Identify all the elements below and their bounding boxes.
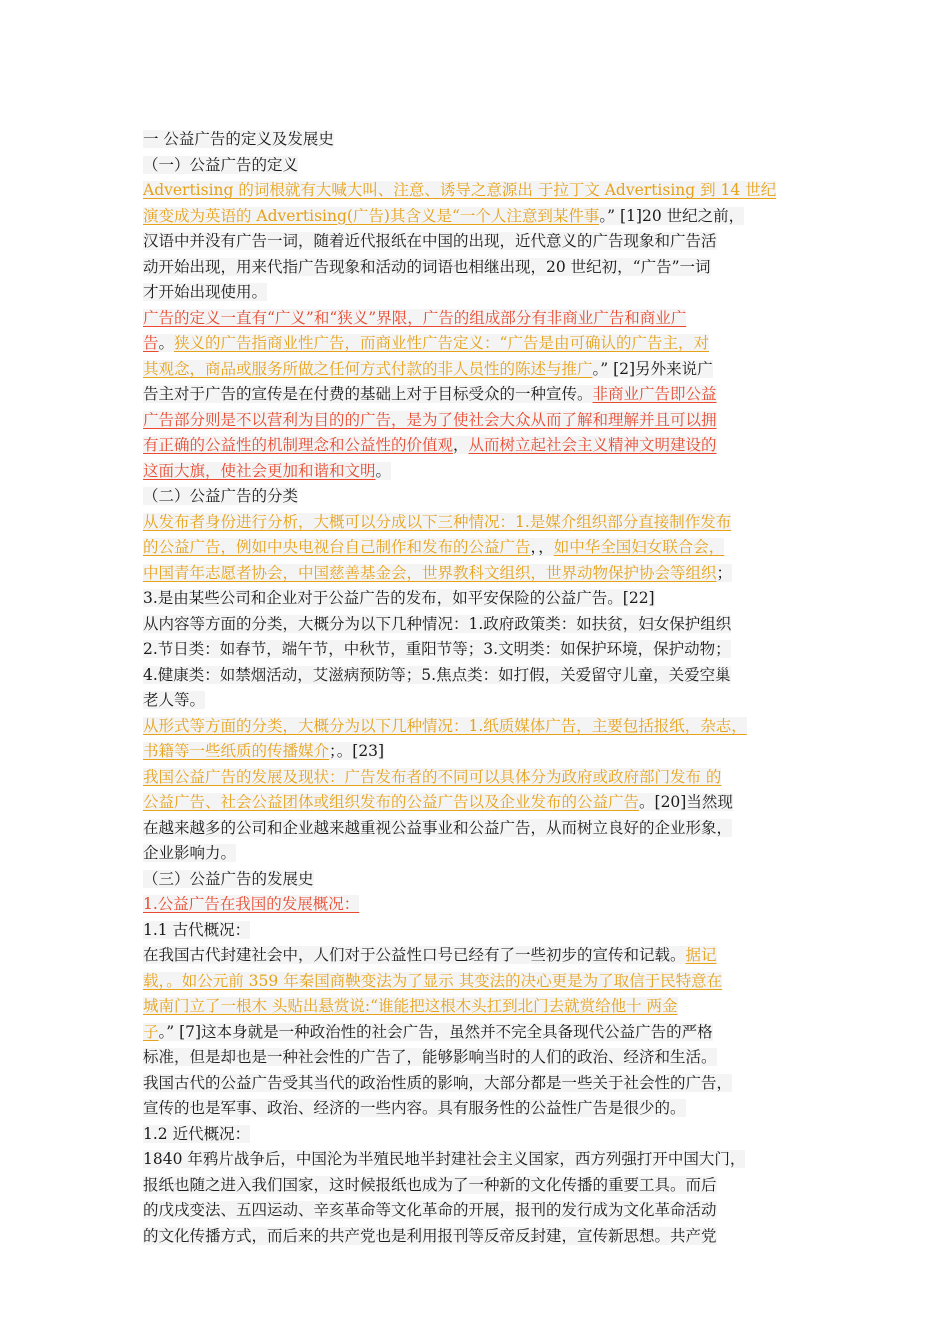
highlighted-text-orange: 城南门立了一根木 头贴出悬赏说:“谁能把这根木头扛到北门去就赏给他十 两金 xyxy=(143,997,678,1015)
text-line xyxy=(143,1045,813,1071)
text-line xyxy=(143,408,813,434)
body-text: 1840 年鸦片战争后，中国沦为半殖民地半封建社会主义国家，西方列强打开中国大门， xyxy=(143,1150,746,1168)
document-page xyxy=(143,127,813,1249)
text-line xyxy=(143,127,813,153)
text-line xyxy=(143,153,813,179)
body-text: 汉语中并没有广告一词，随着近代报纸在中国的出现，近代意义的广告现象和广告活 xyxy=(143,232,717,250)
highlighted-text-orange: Advertising 的词根就有大喊大叫、注意、诱导之意源出 于拉丁文 Advertising 到 14 世纪 xyxy=(143,181,777,199)
body-text: 。” [7]这本身就是一种政治性的社会广告，虽然并不完全具备现代公益广告的严格 xyxy=(158,1022,713,1041)
text-line xyxy=(143,280,813,306)
body-text: （二）公益广告的分类 xyxy=(143,487,299,505)
highlighted-text-red: 从而树立起社会主义精神文明建设的 xyxy=(468,436,717,454)
body-text: 动开始出现，用来代指广告现象和活动的词语也相继出现，20 世纪初，“广告”一词 xyxy=(143,257,711,276)
highlighted-text-orange: 从形式等方面的分类，大概分为以下几种情况：1.纸质媒体广告，主要包括报纸，杂志， xyxy=(143,716,747,735)
body-text: 标准，但是却也是一种社会性的广告了，能够影响当时的人们的政治、经济和生活。 xyxy=(143,1048,717,1066)
body-text: 的文化传播方式，而后来的共产党也是利用报刊等反帝反封建，宣传新思想。共产党 xyxy=(143,1226,717,1245)
body-text: 的戊戌变法、五四运动、辛亥革命等文化革命的开展，报刊的发行成为文化革命活动 xyxy=(143,1201,717,1219)
text-line xyxy=(143,229,813,255)
body-text: 3.是由某些公司和企业对于公益广告的发布，如平安保险的公益广告。[22] xyxy=(143,589,655,607)
body-text: ； xyxy=(716,563,733,582)
text-line xyxy=(143,1147,813,1173)
highlighted-text-orange: 中国青年志愿者协会，中国慈善基金会，世界教科文组织，世界动物保护协会等组织 xyxy=(143,563,717,582)
body-text: 从内容等方面的分类，大概分为以下几种情况：1.政府政策类：如扶贫，妇女保护组织 xyxy=(143,614,732,633)
text-line xyxy=(143,484,813,510)
text-line xyxy=(143,841,813,867)
highlighted-text-orange: 子 xyxy=(143,1022,159,1041)
text-line xyxy=(143,790,813,816)
text-line xyxy=(143,586,813,612)
body-text: ，， xyxy=(530,538,554,556)
text-line xyxy=(143,1198,813,1224)
text-line xyxy=(143,739,813,765)
body-text: 企业影响力。 xyxy=(143,844,237,862)
text-line xyxy=(143,892,813,918)
body-text: 在我国古代封建社会中，人们对于公益性口号已经有了一些初步的宣传和记载。 xyxy=(143,946,686,964)
body-text: 1.2 近代概况： xyxy=(143,1124,251,1143)
highlighted-text-orange: 的公益广告，例如中央电视台自己制作和发布的公益广告 xyxy=(143,538,531,556)
highlighted-text-red: 有正确的公益性的机制理念和公益性的价值观 xyxy=(143,436,454,454)
text-line xyxy=(143,459,813,485)
text-line xyxy=(143,382,813,408)
text-line xyxy=(143,688,813,714)
body-text: （三）公益广告的发展史 xyxy=(143,869,314,888)
body-text: 我国古代的公益广告受其当代的政治性质的影响，大部分都是一些关于社会性的广告， xyxy=(143,1073,733,1092)
highlighted-text-red: 广告部分则是不以营利为目的的广告，是为了使社会大众从而了解和理解并且可以拥 xyxy=(143,410,717,429)
highlighted-text-red: 告 xyxy=(143,334,159,352)
highlighted-text-red: 非商业广告即公益 xyxy=(592,385,717,403)
text-line xyxy=(143,943,813,969)
text-line xyxy=(143,867,813,893)
body-text: 才开始出现使用。 xyxy=(143,283,268,301)
body-text: 。 xyxy=(375,461,392,480)
text-line xyxy=(143,1020,813,1046)
highlighted-text-orange: 我国公益广告的发展及现状：广告发布者的不同可以具体分为政府或政府部门发布 的 xyxy=(143,767,722,786)
text-line xyxy=(143,714,813,740)
highlighted-text-orange: 从发布者身份进行分析，大概可以分成以下三种情况：1.是媒介组织部分直接制作发布 xyxy=(143,512,732,531)
text-line xyxy=(143,306,813,332)
highlighted-text-orange: 其观念，商品或服务所做之任何方式付款的非人员性的陈述与推广 xyxy=(143,359,593,378)
body-text: 报纸也随之进入我们国家，这时候报纸也成为了一种新的文化传播的重要工具。而后 xyxy=(143,1175,717,1194)
text-line xyxy=(143,816,813,842)
text-line xyxy=(143,994,813,1020)
body-text: 告主对于广告的宣传是在付费的基础上对于目标受众的一种宣传。 xyxy=(143,385,593,403)
highlighted-text-red: 广告的定义一直有“广义”和“狭义”界限，广告的组成部分有非商业广告和商业广 xyxy=(143,308,687,327)
text-line xyxy=(143,178,813,204)
body-text: 4.健康类：如禁烟活动，艾滋病预防等；5.焦点类：如打假，关爱留守儿童，关爱空巢 xyxy=(143,665,731,684)
highlighted-text-red: 这面大旗，使社会更加和谐和文明 xyxy=(143,461,376,480)
text-line xyxy=(143,535,813,561)
text-line xyxy=(143,612,813,638)
text-line xyxy=(143,1096,813,1122)
text-line xyxy=(143,357,813,383)
text-line xyxy=(143,331,813,357)
highlighted-text-orange: 如中华全国妇女联合会， xyxy=(553,538,725,556)
text-line xyxy=(143,637,813,663)
highlighted-text-orange: 演变成为英语的 Advertising(广告)其含义是“一个人注意到某件事 xyxy=(143,206,600,225)
highlighted-text-orange: 据记 xyxy=(685,946,717,964)
text-line xyxy=(143,1173,813,1199)
text-line xyxy=(143,918,813,944)
text-line xyxy=(143,1071,813,1097)
text-line xyxy=(143,1122,813,1148)
text-line xyxy=(143,969,813,995)
body-text: 。[20]当然现 xyxy=(639,793,733,811)
text-line xyxy=(143,255,813,281)
highlighted-text-orange: 公益广告、社会公益团体或组织发布的公益广告以及企业发布的公益广告 xyxy=(143,793,640,811)
body-text: ；。[23] xyxy=(329,742,385,760)
body-text: ， xyxy=(453,436,469,454)
body-text: 2.节日类：如春节，端午节，中秋节，重阳节等；3.文明类：如保护环境，保护动物； xyxy=(143,640,731,658)
highlighted-text-orange: 载，。如公元前 359 年秦国商鞅变法为了显示 其变法的决心更是为了取信于民特意在 xyxy=(143,971,723,990)
body-text: 。” [1]20 世纪之前， xyxy=(599,206,745,225)
highlighted-text-orange: 书籍等一些纸质的传播媒介 xyxy=(143,742,330,760)
text-line xyxy=(143,765,813,791)
body-text: 。” [2]另外来说广 xyxy=(592,359,713,378)
text-line xyxy=(143,204,813,230)
text-line xyxy=(143,1224,813,1250)
highlighted-text-orange: 狭义的广告指商业性广告，而商业性广告定义：“广告是由可确认的广告主，对 xyxy=(174,334,709,352)
text-line xyxy=(143,433,813,459)
highlighted-text-red: 1.公益广告在我国的发展概况： xyxy=(143,895,360,913)
text-line xyxy=(143,510,813,536)
body-text: 老人等。 xyxy=(143,691,206,709)
body-text: 1.1 古代概况： xyxy=(143,920,251,939)
body-text: 。 xyxy=(158,334,175,352)
body-text: 一 公益广告的定义及发展史 xyxy=(143,130,334,148)
body-text: （一）公益广告的定义 xyxy=(143,155,299,174)
text-line xyxy=(143,663,813,689)
text-line xyxy=(143,561,813,587)
body-text: 在越来越多的公司和企业越来越重视公益事业和公益广告，从而树立良好的企业形象， xyxy=(143,818,733,837)
body-text: 宣传的也是军事、政治、经济的一些内容。具有服务性的公益性广告是很少的。 xyxy=(143,1099,686,1117)
